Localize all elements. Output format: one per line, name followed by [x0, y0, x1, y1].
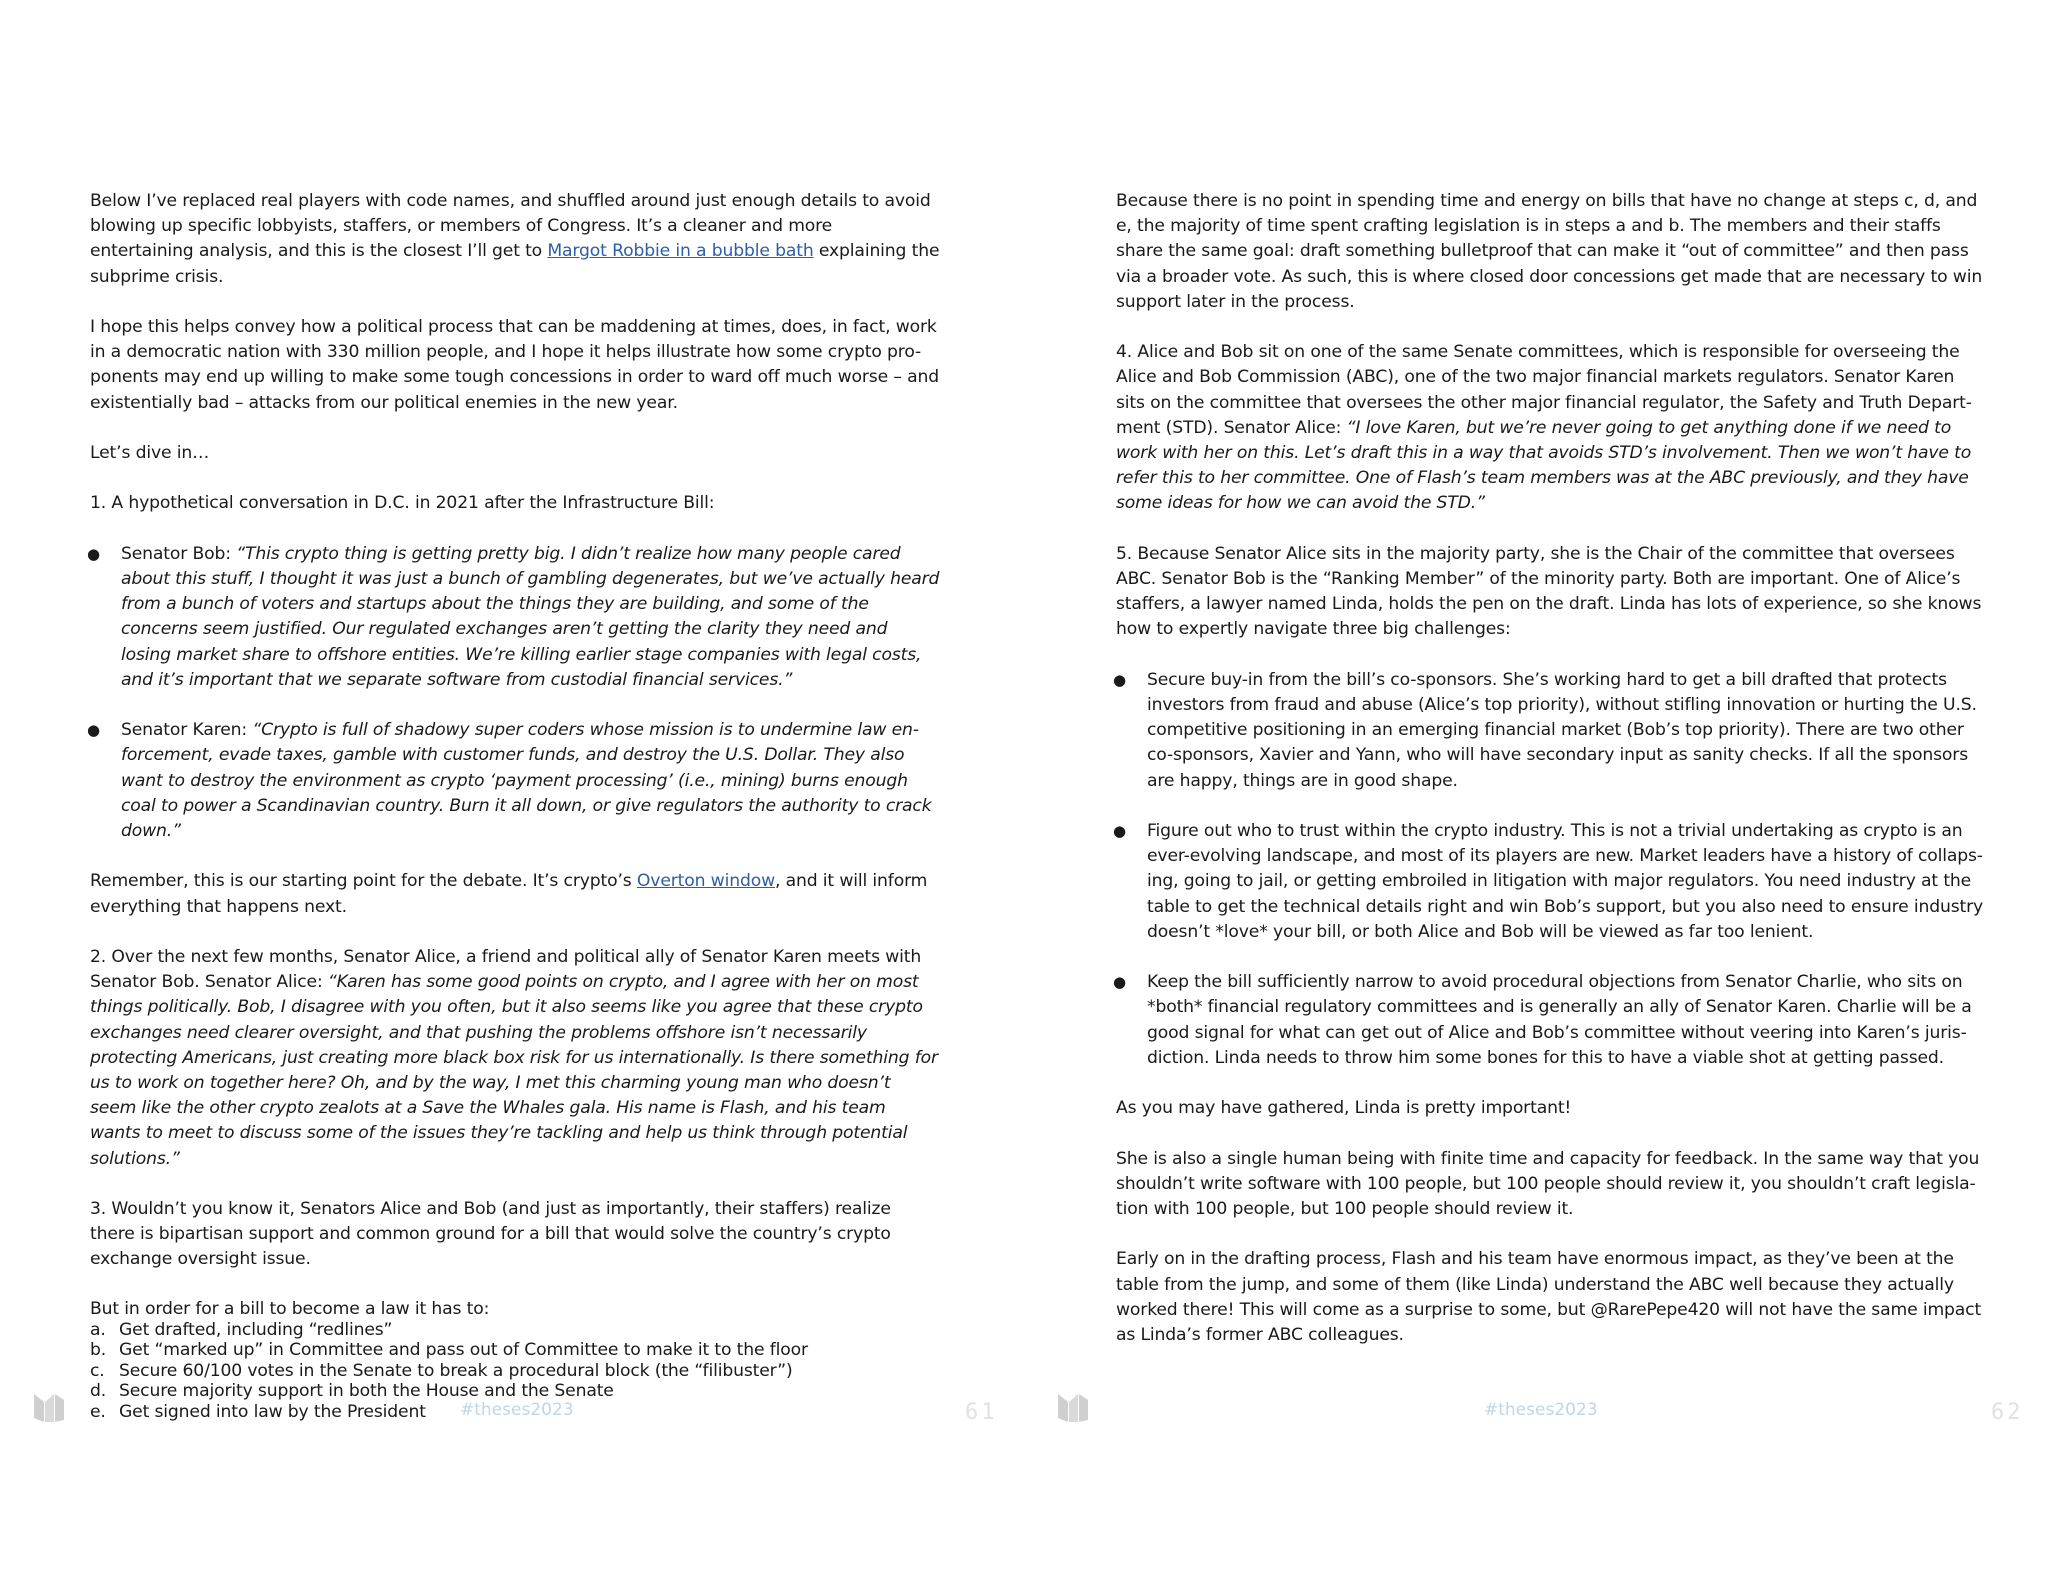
bullet-icon: ● — [1113, 670, 1126, 689]
page-left-body — [87, 189, 940, 1447]
page-number: 62 — [1991, 1400, 2024, 1425]
bullet-icon: ● — [1113, 822, 1126, 841]
list-item: ● Keep the bill sufficiently narrow to avoid procedural objections from Senator Charlie, who sits on *both* financial regulatory committees and is generally an ally of Senator Karen. Charlie will be a good signal for what can get out of Alice and Bob’s committee without veering into Karen’s juris-diction. Linda needs to throw him some bones for this to have a viable shot at getting passed. — [1113, 972, 1972, 1068]
overton-paragraph: Remember, this is our starting point for the debate. It’s crypto’s Overton window, and it will inform everything that happens next. — [90, 871, 928, 917]
list-item: ● Senator Karen: “Crypto is full of shadowy super coders whose mission is to undermine law en-forcement, evade taxes, gamble with customer funds, and destroy the U.S. Dollar. They also want to destroy the environment as crypto ‘payment processing’ (i.e., mining) burns enough coal to power a Scandinavian country. Burn it all down, or give regulators the authority to crack down.” — [87, 720, 932, 841]
list-item: e. Get signed into law by the President — [90, 1401, 426, 1422]
finite-capacity-paragraph: She is also a single human being with finite time and capacity for feedback. In the same way that you shouldn’t write software with 100 people, but 100 people should review it, you shouldn’t craft legisla-tion with 100 people, but 100 people should review it. — [1116, 1148, 1980, 1220]
bullet-icon: ● — [87, 721, 100, 740]
linda-important-paragraph: As you may have gathered, Linda is pretty important! — [1116, 1098, 1572, 1119]
point-5-paragraph: 5. Because Senator Alice sits in the majority party, she is the Chair of the committee that oversees ABC. Senator Bob is the “Ranking Member” of the minority party. Both are important. One of Alice’s staffers, a lawyer named Linda, holds the pen on the draft. Linda has lots of experience, so she knows how to expertly navigate three big challenges: — [1116, 543, 1982, 640]
hope-paragraph: I hope this helps convey how a political process that can be maddening at times, does, in fact, work in a democratic nation with 330 million people, and I hope it helps illustrate how some crypto pro-ponents may end up willing to make some tough concessions in order to ward off much worse – and existentially bad – attacks from our political enemies in the new year. — [90, 317, 939, 413]
list-item: c. Secure 60/100 votes in the Senate to break a procedural block (the “filibuster”) — [90, 1360, 793, 1381]
page-number: 61 — [965, 1400, 998, 1425]
messari-logo-icon — [32, 1390, 66, 1424]
senator-quotes-list — [87, 542, 940, 844]
steps-explanation-paragraph: Because there is no point in spending time and energy on bills that have no change at steps c, d, and e, the majority of time spent crafting legislation is in steps a and b. The members and their staffs share the same goal: draft something bulletproof that can make it “out of committee” and then pass via a broader vote. As such, this is where closed door concessions get made that are necessary to win support later in the process. — [1116, 191, 1983, 312]
page-right — [1024, 0, 2048, 1582]
list-item: ● Secure buy-in from the bill’s co-sponsors. She’s working hard to get a bill drafted that protects investors from fraud and abuse (Alice’s top priority), without stifling innovation or hurting the U.S. competitive positioning in an emerging financial market (Bob’s top priority). There are two other co-sponsors, Xavier and Yann, who will have secondary input as sanity checks. If all the sponsors are happy, things are in good shape. — [1113, 669, 1977, 791]
list-item: ● Figure out who to trust within the crypto industry. This is not a trivial undertaking as crypto is an ever-evolving landscape, and most of its players are new. Market leaders have a history of collaps-ing, going to jail, or getting embroiled in litigation with major regulators. You need industry at the table to get the technical details right and win Bob’s support, but you also need to ensure industry doesn’t *love* your bill, or both Alice and Bob will be viewed as far too lenient. — [1113, 821, 1984, 942]
bill-steps-intro: But in order for a bill to become a law it has to: — [90, 1298, 490, 1319]
challenges-list — [1113, 668, 1986, 1071]
point-1-heading: 1. A hypothetical conversation in D.C. in 2021 after the Infrastructure Bill: — [90, 493, 715, 514]
point-2-paragraph: 2. Over the next few months, Senator Alice, a friend and political ally of Senator Karen meets with Senator Bob. Senator Alice: “Karen has some good points on crypto, and I agree with her on most things politically. Bob, I disagree with you often, but it also seems like you agree that these crypto exchanges need clearer oversight, and that pushing the problems offshore isn’t necessarily protecting Americans, just creating more black box risk for us internationally. Is there something for us to work on together here? Oh, and by the way, I met this charming young man who doesn’t seem like the other crypto zealots at a Save the Whales gala. His name is Flash, and his team wants to meet to discuss some of the issues they’re tackling and help us think through potential solutions.” — [90, 946, 938, 1169]
point-3-paragraph: 3. Wouldn’t you know it, Senators Alice and Bob (and just as importantly, their staffers) realize there is bipartisan support and common ground for a bill that would solve the country’s crypto exchange oversight issue. — [90, 1199, 891, 1270]
list-item: d. Secure majority support in both the House and the Senate — [90, 1381, 614, 1402]
dive-in-paragraph: Let’s dive in… — [90, 443, 210, 463]
drafting-impact-paragraph: Early on in the drafting process, Flash and his team have enormous impact, as they’ve been at the table from the jump, and some of them (like Linda) understand the ABC well because they actually worked there! This will come as a surprise to some, but @RarePepe420 will not have the same impact as Linda’s former ABC colleagues. — [1116, 1249, 1982, 1346]
bullet-icon: ● — [1113, 973, 1126, 992]
intro-paragraph: Below I’ve replaced real players with code names, and shuffled around just enough details to avoid blowing up specific lobbyists, staffers, or members of Congress. It’s a cleaner and more entertaining analysis, and this is the closest I’ll get to Margot Robbie in a bubble bath explaining the subprime crisis. — [90, 191, 940, 287]
list-item: a. Get drafted, including “redlines” — [90, 1319, 393, 1340]
hashtag-footer: #theses2023 — [460, 1400, 574, 1420]
overton-window-link[interactable]: Overton window — [636, 871, 775, 892]
point-4-paragraph: 4. Alice and Bob sit on one of the same Senate committees, which is responsible for overseeing the Alice and Bob Commission (ABC), one of the two major financial markets regulators. Senator Karen sits on the committee that oversees the other major financial regulator, the Safety and Truth Depart-ment (STD). Senator Alice: “I love Karen, but we’re never going to get anything done if we need to work with her on this. Let’s draft this in a way that avoids STD’s involvement. Then we won’t have to refer this to her committee. One of Flash’s team members was at the ABC previously, and they have some ideas for how we can avoid the STD.” — [1116, 342, 1972, 514]
margot-robbie-link[interactable]: Margot Robbie in a bubble bath — [547, 241, 814, 262]
page-right-body — [1113, 189, 1986, 1373]
messari-logo-icon — [1056, 1390, 1090, 1424]
hashtag-footer: #theses2023 — [1484, 1400, 1598, 1420]
list-item: b. Get “marked up” in Committee and pass out of Committee to make it to the floor — [90, 1340, 808, 1361]
list-item: ● Senator Bob: “This crypto thing is getting pretty big. I didn’t realize how many people cared about this stuff, I thought it was just a bunch of gambling degenerates, but we’ve actually heard from a bunch of voters and startups about the things they are building, and some of the concerns seem justified. Our regulated exchanges aren’t getting the clarity they need and losing market share to offshore entities. We’re killing earlier stage companies with legal costs, and it’s important that we separate software from custodial financial services.” — [87, 543, 940, 690]
bullet-icon: ● — [87, 544, 100, 563]
